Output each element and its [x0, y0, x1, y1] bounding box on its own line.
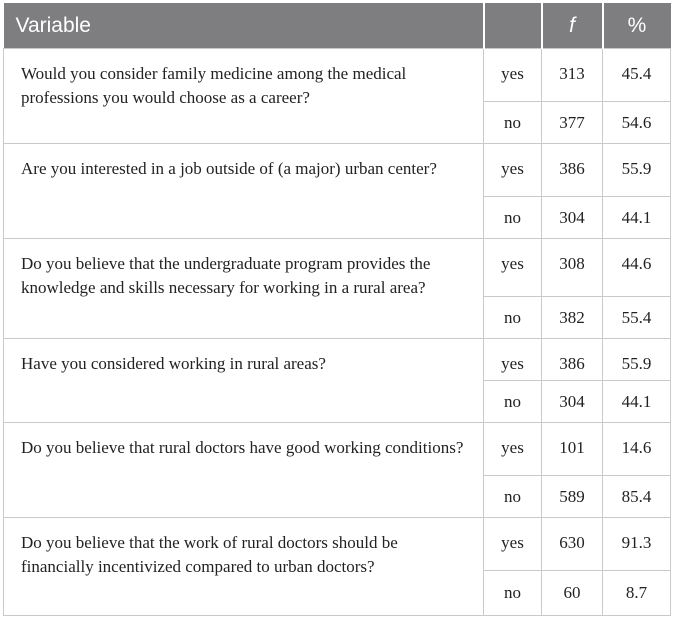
- percent-cell: 85.4: [603, 476, 671, 518]
- frequency-cell: 101: [542, 423, 603, 476]
- answer-no: no: [484, 297, 542, 339]
- header-row: [4, 3, 671, 49]
- table-row: [4, 144, 671, 197]
- answer-yes: yes: [484, 339, 542, 381]
- table-row: [4, 423, 671, 476]
- header-variable: Variable: [4, 3, 484, 49]
- answer-no: no: [484, 197, 542, 239]
- frequency-cell: 377: [542, 102, 603, 144]
- answer-no: no: [484, 571, 542, 616]
- frequency-cell: 313: [542, 49, 603, 102]
- frequency-cell: 308: [542, 239, 603, 297]
- answer-yes: yes: [484, 518, 542, 571]
- answer-yes: yes: [484, 49, 542, 102]
- table-row: [4, 239, 671, 297]
- answer-no: no: [484, 476, 542, 518]
- survey-table: [3, 3, 671, 616]
- percent-cell: 44.6: [603, 239, 671, 297]
- question-cell: Do you believe that the work of rural doctors should be financially incentivized compared to urban doctors?: [4, 518, 484, 616]
- percent-cell: 55.9: [603, 144, 671, 197]
- frequency-cell: 630: [542, 518, 603, 571]
- table-row: [4, 49, 671, 102]
- percent-cell: 8.7: [603, 571, 671, 616]
- percent-cell: 55.9: [603, 339, 671, 381]
- header-percent: %: [603, 3, 671, 49]
- answer-no: no: [484, 381, 542, 423]
- question-cell: Would you consider family medicine among the medical professions you would choose as a career?: [4, 49, 484, 144]
- percent-cell: 44.1: [603, 381, 671, 423]
- frequency-cell: 382: [542, 297, 603, 339]
- header-answer: [484, 3, 542, 49]
- frequency-cell: 386: [542, 339, 603, 381]
- table-row: [4, 518, 671, 571]
- percent-cell: 55.4: [603, 297, 671, 339]
- question-cell: Do you believe that rural doctors have good working conditions?: [4, 423, 484, 518]
- table-row: [4, 339, 671, 381]
- percent-cell: 45.4: [603, 49, 671, 102]
- question-cell: Have you considered working in rural areas?: [4, 339, 484, 423]
- percent-cell: 14.6: [603, 423, 671, 476]
- header-frequency: f: [542, 3, 603, 49]
- question-cell: Are you interested in a job outside of (a major) urban center?: [4, 144, 484, 239]
- answer-no: no: [484, 102, 542, 144]
- percent-cell: 54.6: [603, 102, 671, 144]
- percent-cell: 91.3: [603, 518, 671, 571]
- frequency-cell: 589: [542, 476, 603, 518]
- percent-cell: 44.1: [603, 197, 671, 239]
- question-cell: Do you believe that the undergraduate program provides the knowledge and skills necessary for working in a rural area?: [4, 239, 484, 339]
- frequency-cell: 386: [542, 144, 603, 197]
- answer-yes: yes: [484, 423, 542, 476]
- answer-yes: yes: [484, 144, 542, 197]
- frequency-cell: 304: [542, 197, 603, 239]
- frequency-cell: 60: [542, 571, 603, 616]
- frequency-cell: 304: [542, 381, 603, 423]
- answer-yes: yes: [484, 239, 542, 297]
